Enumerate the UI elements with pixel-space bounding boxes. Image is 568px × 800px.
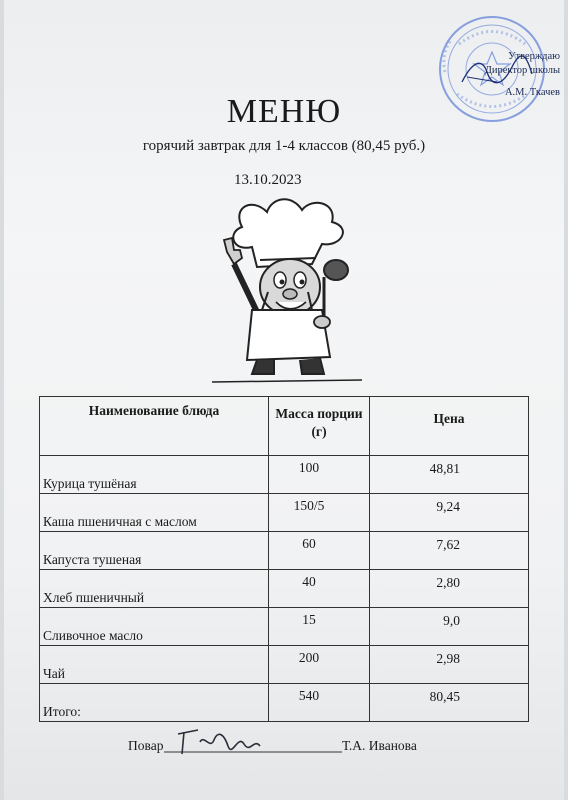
dish-price: 9,0 — [370, 608, 529, 646]
dish-mass: 200 — [269, 646, 370, 684]
dish-mass: 100 — [269, 456, 370, 494]
dish-name: Чай — [40, 646, 269, 684]
approval-line-3: А.М. Ткачев — [504, 87, 560, 98]
table-row — [40, 570, 529, 608]
table-row — [40, 532, 529, 570]
dish-price: 2,98 — [370, 646, 529, 684]
table-row — [40, 646, 529, 684]
dish-mass: 40 — [269, 570, 370, 608]
table-row — [40, 494, 529, 532]
column-header-price: Цена — [370, 397, 529, 456]
page-subtitle: горячий завтрак для 1-4 классов (80,45 руб.) — [142, 138, 426, 154]
dish-name: Капуста тушеная — [40, 532, 269, 570]
dish-price: 9,24 — [370, 494, 529, 532]
dish-price: 2,80 — [370, 570, 529, 608]
approval-line-1: Утверждаю — [508, 51, 560, 62]
table-row — [40, 456, 529, 494]
cook-signature — [164, 724, 344, 760]
page-title: МЕНЮ — [226, 93, 342, 130]
table-total-row — [40, 684, 529, 722]
column-header-name: Наименование блюда — [40, 397, 269, 456]
dish-name: Сливочное масло — [40, 608, 269, 646]
column-header-mass: Масса порции (г) — [269, 397, 370, 456]
approval-line-2: Директор школы — [484, 65, 560, 76]
chef-icon — [212, 192, 362, 386]
dish-mass: 15 — [269, 608, 370, 646]
dish-price: 7,62 — [370, 532, 529, 570]
table-header-row — [40, 397, 529, 456]
cook-name: Т.А. Иванова — [342, 738, 417, 753]
dish-name: Курица тушёная — [40, 456, 269, 494]
total-price: 80,45 — [370, 684, 529, 722]
dish-price: 48,81 — [370, 456, 529, 494]
menu-date: 13.10.2023 — [234, 172, 302, 188]
dish-mass: 150/5 — [269, 494, 370, 532]
dish-mass: 60 — [269, 532, 370, 570]
menu-sheet — [4, 0, 564, 800]
cook-label: Повар — [128, 738, 164, 753]
dish-name: Каша пшеничная с маслом — [40, 494, 269, 532]
menu-table — [39, 396, 529, 722]
total-mass: 540 — [269, 684, 370, 722]
table-row — [40, 608, 529, 646]
dish-name: Хлеб пшеничный — [40, 570, 269, 608]
total-label: Итого: — [40, 684, 269, 722]
